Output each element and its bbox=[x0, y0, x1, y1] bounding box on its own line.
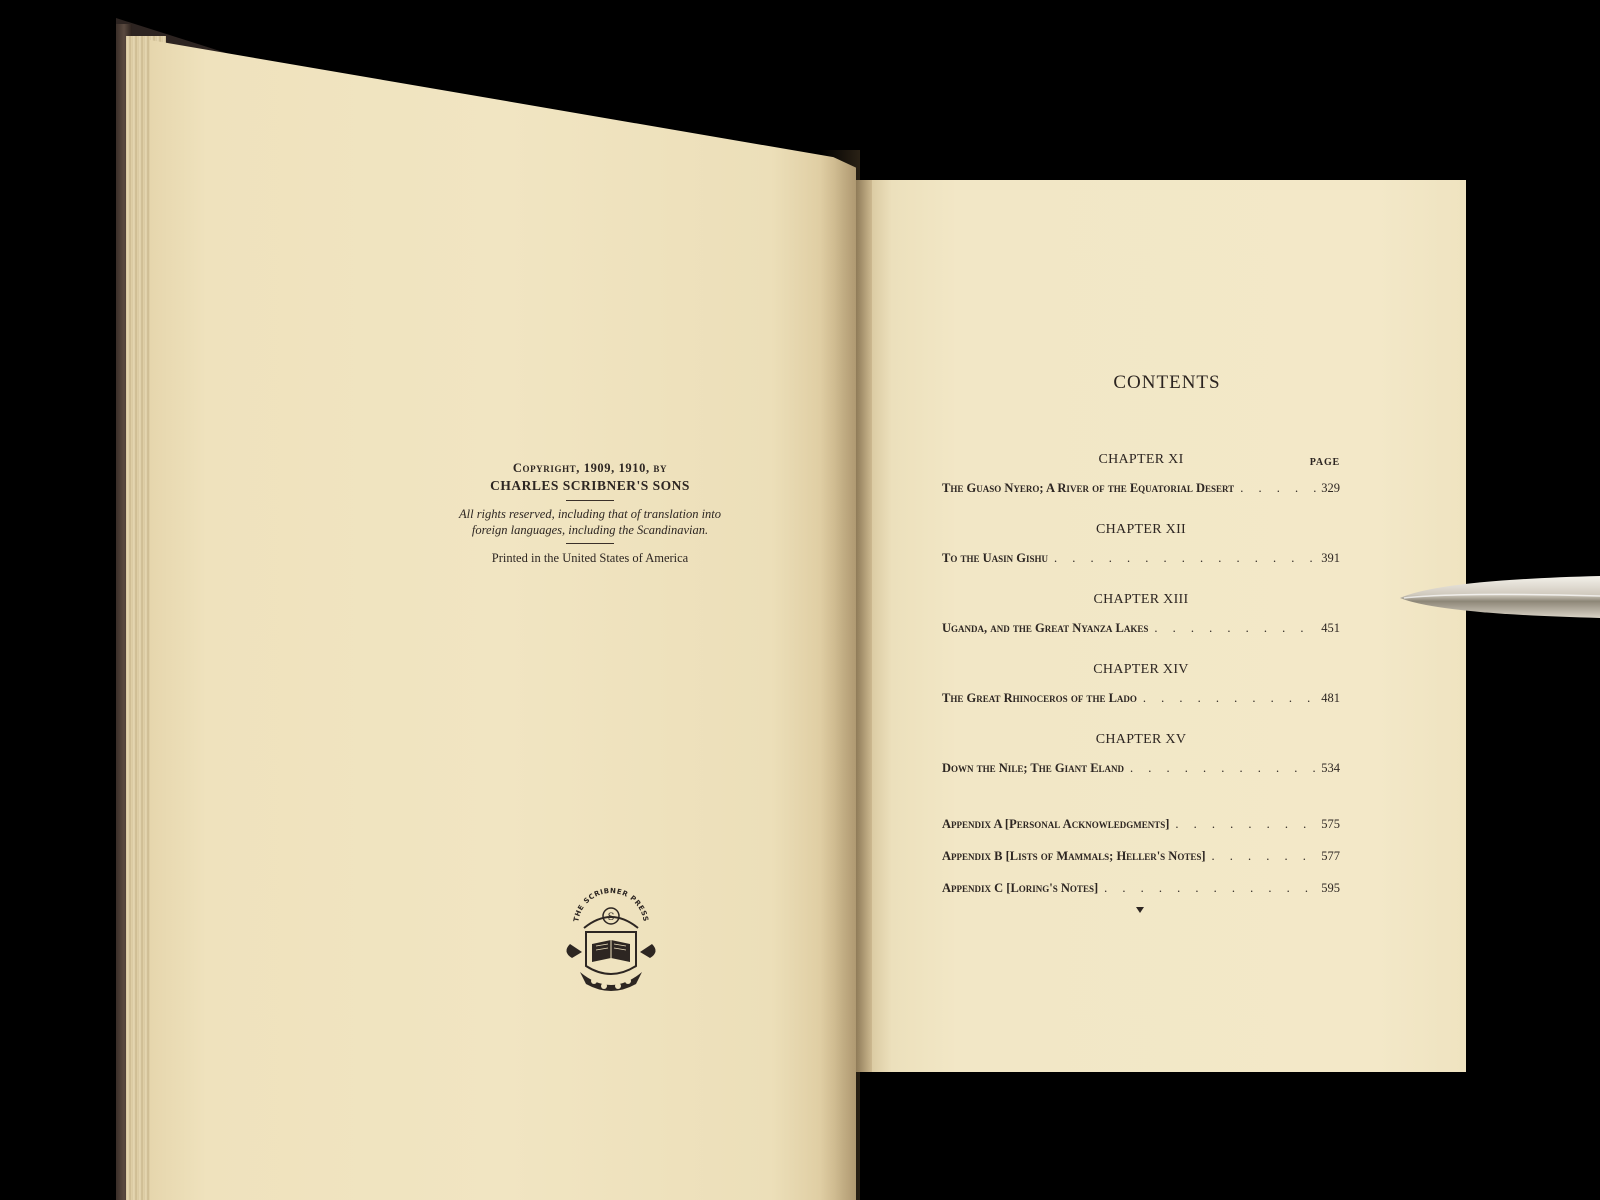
chapter-number: CHAPTER XV bbox=[1095, 732, 1187, 747]
dot-leader bbox=[1148, 618, 1317, 638]
copyright-line: Copyright, 1909, 1910, by bbox=[512, 461, 668, 475]
svg-text:S: S bbox=[607, 912, 615, 923]
divider bbox=[566, 543, 614, 544]
rights-line-2: foreign languages, including the Scandinavian. bbox=[471, 523, 709, 537]
entry-title: Appendix A [Personal Acknowledgments] bbox=[942, 817, 1170, 831]
appendix-entry bbox=[942, 878, 1340, 898]
left-page bbox=[150, 40, 856, 1200]
chapter-heading bbox=[942, 660, 1340, 680]
entry-title: Appendix B [Lists of Mammals; Heller's Notes] bbox=[942, 849, 1206, 863]
chapter-number: CHAPTER XI bbox=[1098, 452, 1184, 467]
chapter-number: CHAPTER XIII bbox=[1093, 592, 1189, 607]
contents-title: CONTENTS bbox=[1113, 372, 1221, 393]
gutter-shadow-right bbox=[856, 180, 872, 1072]
publisher-name: CHARLES SCRIBNER'S SONS bbox=[490, 478, 690, 493]
entry-title: Down the Nile; The Giant Eland bbox=[942, 761, 1125, 775]
entry-title: Uganda, and the Great Nyanza Lakes bbox=[942, 621, 1149, 635]
divider bbox=[566, 500, 614, 501]
gutter-shadow bbox=[820, 150, 860, 1200]
printed-line: Printed in the United States of America bbox=[491, 551, 689, 565]
end-ornament-icon bbox=[1136, 906, 1144, 914]
entry-page: 481 bbox=[1321, 691, 1340, 705]
toc-entry bbox=[942, 758, 1340, 778]
table-of-contents bbox=[942, 450, 1340, 898]
chapter-number: CHAPTER XII bbox=[1095, 522, 1187, 537]
toc-entry bbox=[942, 618, 1340, 638]
entry-page: 329 bbox=[1321, 481, 1340, 495]
chapter-heading bbox=[942, 590, 1340, 610]
rights-line-1: All rights reserved, including that of translation into bbox=[458, 507, 722, 521]
toc-entry bbox=[942, 548, 1340, 568]
page-column-label: PAGE bbox=[1309, 457, 1340, 468]
entry-page: 577 bbox=[1321, 849, 1340, 863]
chapter-heading bbox=[942, 730, 1340, 750]
entry-title: The Guaso Nyero; A River of the Equatorial Desert bbox=[942, 481, 1235, 495]
entry-page: 595 bbox=[1321, 881, 1340, 895]
entry-page: 391 bbox=[1321, 551, 1340, 565]
chapter-heading bbox=[942, 520, 1340, 540]
entry-page: 575 bbox=[1321, 817, 1340, 831]
entry-page: 451 bbox=[1321, 621, 1340, 635]
appendix-entry bbox=[942, 846, 1340, 866]
chapter-heading bbox=[942, 450, 1340, 470]
entry-title: To the Uasin Gishu bbox=[942, 551, 1048, 565]
dot-leader bbox=[1124, 758, 1317, 778]
toc-entry bbox=[942, 478, 1340, 498]
appendix-entry bbox=[942, 814, 1340, 834]
copyright-block bbox=[420, 460, 760, 567]
dot-leader bbox=[1098, 878, 1317, 898]
scribner-press-emblem-icon bbox=[562, 886, 660, 998]
entry-title: The Great Rhinoceros of the Lado bbox=[942, 691, 1137, 705]
chapter-number: CHAPTER XIV bbox=[1093, 662, 1189, 677]
dot-leader bbox=[1169, 814, 1317, 834]
dot-leader bbox=[1234, 478, 1317, 498]
entry-title: Appendix C [Loring's Notes] bbox=[942, 881, 1099, 895]
toc-entry bbox=[942, 688, 1340, 708]
dot-leader bbox=[1048, 548, 1317, 568]
svg-text:THE SCRIBNER PRESS: THE SCRIBNER PRESS bbox=[572, 886, 650, 923]
letter-opener-blade bbox=[1400, 574, 1600, 626]
entry-page: 534 bbox=[1321, 761, 1340, 775]
dot-leader bbox=[1137, 688, 1317, 708]
dot-leader bbox=[1206, 846, 1318, 866]
